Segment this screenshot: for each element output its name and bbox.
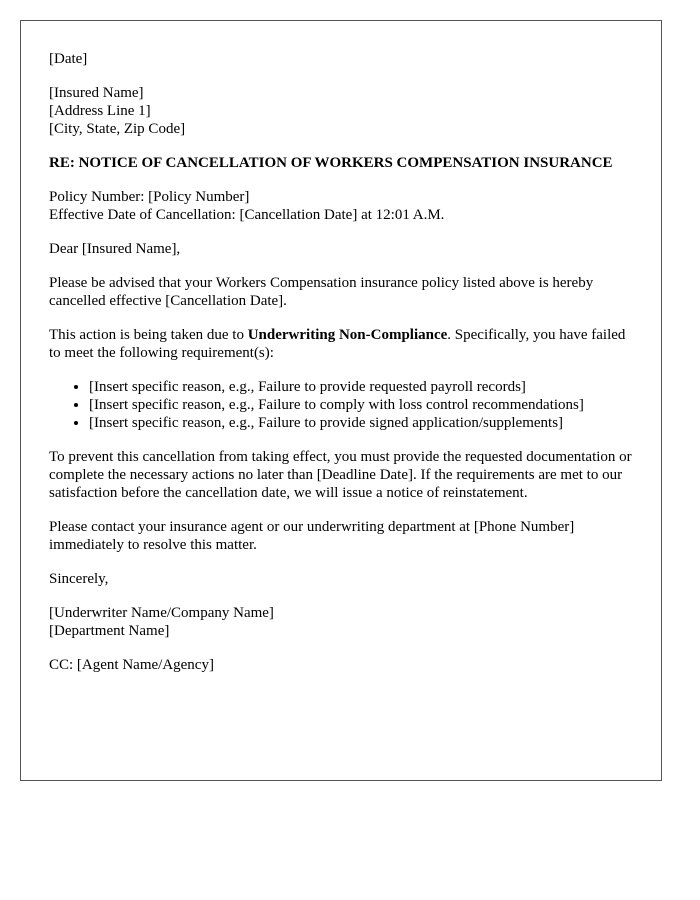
list-item: • [Insert specific reason, e.g., Failure to provide signed application/supplements]: [89, 414, 633, 432]
cc-text: CC: [Agent Name/Agency]: [49, 657, 214, 673]
recipient-address-line-1: [Address Line 1]: [49, 103, 151, 119]
reasons-list: [49, 378, 633, 432]
reason-detail: . Specifically, you have failed to meet the following requirement(s):: [49, 327, 626, 361]
recipient-name: [Insured Name]: [49, 85, 144, 101]
signature-department: [Department Name]: [49, 623, 170, 639]
signature-block: [49, 604, 633, 640]
cc-line: [49, 656, 633, 674]
paragraph-reason: [49, 326, 633, 362]
recipient-city-state-zip: [City, State, Zip Code]: [49, 121, 186, 137]
date-text: [Date]: [49, 51, 88, 67]
closing: Sincerely,: [49, 571, 109, 587]
effective-date: Effective Date of Cancellation: [Cancellation Date] at 12:01 A.M.: [49, 207, 445, 223]
paragraph-prevention: To prevent this cancellation from taking effect, you must provide the requested documentation or complete the necessary actions no later than [Deadline Date]. If the requirements are met to our satisfaction before the cancellation date, we will issue a notice of reinstatement.: [49, 449, 632, 501]
policy-number: Policy Number: [Policy Number]: [49, 189, 250, 205]
letter-date: [49, 50, 633, 68]
paragraph-contact: Please contact your insurance agent or our underwriting department at [Phone Number] immediately to resolve this matter.: [49, 519, 575, 553]
list-item: • [Insert specific reason, e.g., Failure to comply with loss control recommendations]: [89, 396, 633, 414]
signature-name: [Underwriter Name/Company Name]: [49, 605, 274, 621]
letter-page: [20, 20, 662, 781]
policy-details: [49, 188, 633, 224]
subject-line: RE: NOTICE OF CANCELLATION OF WORKERS COMPENSATION INSURANCE: [49, 155, 613, 171]
recipient-address: [49, 84, 633, 138]
reason-intro: This action is being taken due to: [49, 327, 248, 343]
reason-emphasis: Underwriting Non-Compliance: [247, 327, 448, 343]
paragraph-notice: Please be advised that your Workers Compensation insurance policy listed above is hereby cancelled effective [Cancellation Date].: [49, 275, 594, 309]
salutation: Dear [Insured Name],: [49, 241, 181, 257]
list-item: • [Insert specific reason, e.g., Failure to provide requested payroll records]: [89, 378, 633, 396]
